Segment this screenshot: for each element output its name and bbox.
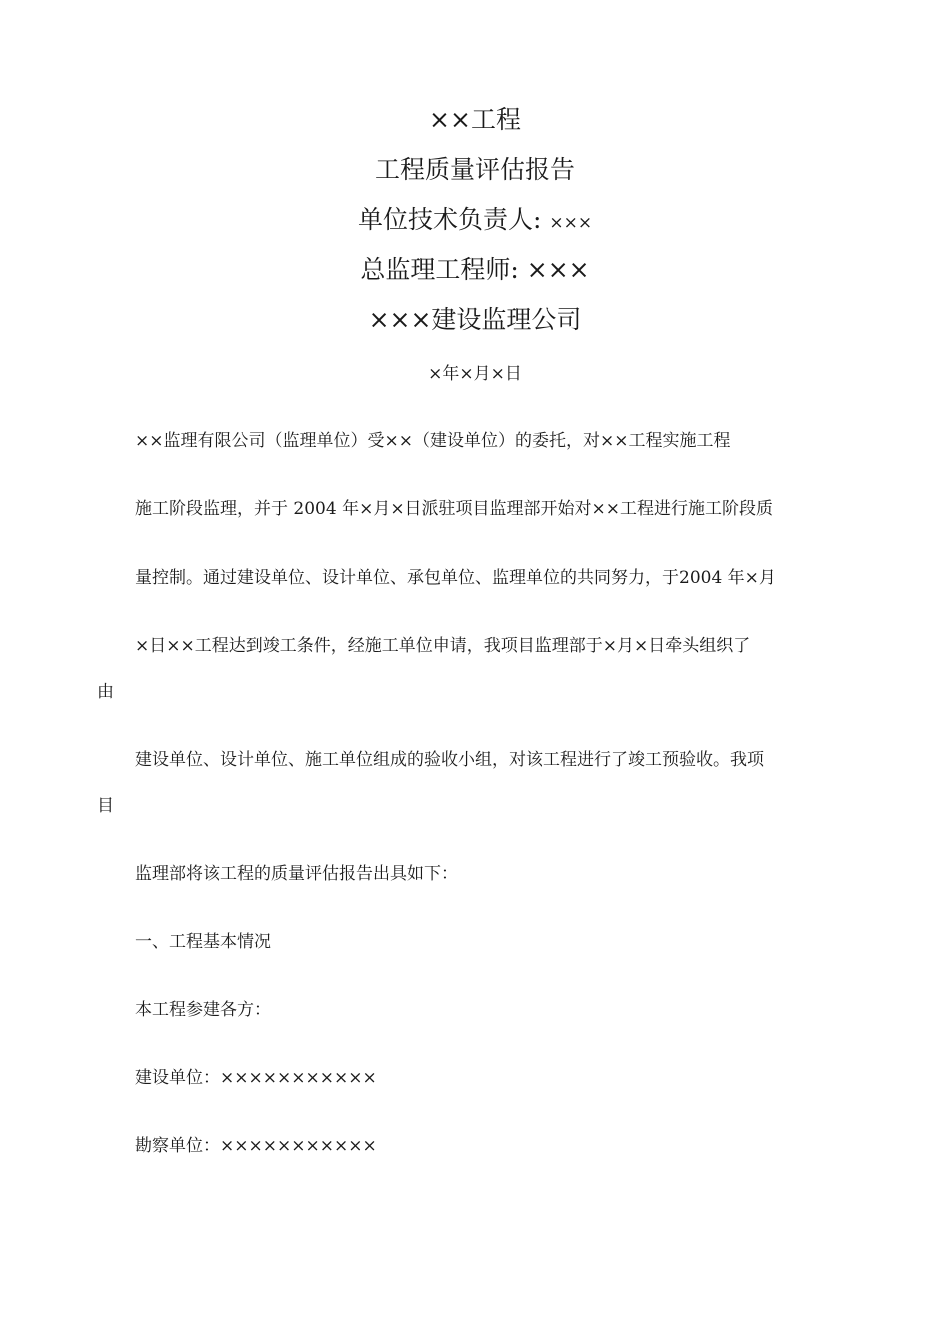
report-date: ×年×月×日 (428, 364, 522, 384)
body-line-6: 监理部将该工程的质量评估报告出具如下： (135, 864, 458, 884)
project-title: ××工程 (429, 105, 521, 134)
report-title: 工程质量评估报告 (374, 155, 575, 184)
body-line-3: 量控制。通过建设单位、设计单位、承包单位、监理单位的共同努力，于2004 年×月 (135, 568, 776, 588)
chief-engineer-line: 总监理工程师: ××× (360, 255, 590, 284)
body-line-2: 施工阶段监理，并于 2004 年×月×日派驻项目监理部开始对××工程进行施工阶段质 (135, 499, 774, 519)
body-line-5: 建设单位、设计单位、施工单位组成的验收小组，对该工程进行了竣工预验收。我项 (135, 750, 764, 770)
tech-lead-line (0, 203, 950, 240)
body-line-4: ×日××工程达到竣工条件，经施工单位申请，我项目监理部于×月×日牵头组织了 (135, 636, 751, 656)
body-line-4-wrap: 由 (97, 682, 114, 702)
tech-lead-label: 单位技术负责人: (357, 205, 542, 234)
company-name: ×××建设监理公司 (368, 305, 582, 334)
parties-intro: 本工程参建各方： (135, 1000, 271, 1020)
construction-unit: 建设单位：××××××××××× (135, 1068, 377, 1088)
section-heading: 一、工程基本情况 (135, 932, 271, 952)
body-line-5-wrap: 目 (97, 796, 114, 816)
survey-unit: 勘察单位：××××××××××× (135, 1136, 377, 1156)
tech-lead-value: ××× (549, 213, 593, 233)
body-line-1: ××监理有限公司（监理单位）受××（建设单位）的委托，对××工程实施工程 (135, 431, 731, 451)
